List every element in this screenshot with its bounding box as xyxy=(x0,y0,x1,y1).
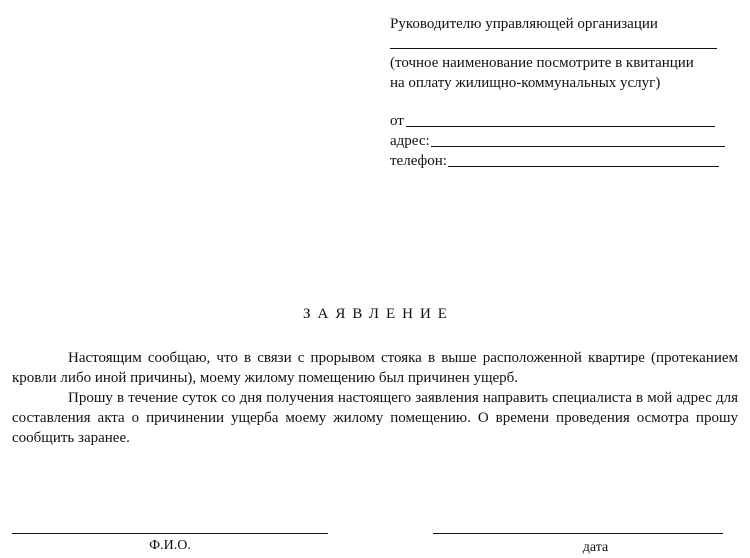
date-signature-line xyxy=(433,533,723,534)
addressee-block xyxy=(390,14,735,171)
from-field xyxy=(390,111,735,131)
address-field xyxy=(390,131,735,151)
phone-field xyxy=(390,151,735,171)
body-paragraph-1: Настоящим сообщаю, что в связи с прорывом стояка в выше расположенной квартире (протеканием кровли либо иной причины), моему жилому помещению был причинен ущерб. xyxy=(12,350,738,386)
address-blank xyxy=(431,132,725,147)
date-caption: дата xyxy=(582,540,609,555)
recipient-line: Руководителю управляющей организации xyxy=(390,16,658,32)
phone-blank xyxy=(448,152,719,167)
body-paragraph-2: Прошу в течение суток со дня получения настоящего заявления направить специалиста в мой адрес для составления акта о причинении ущерба моему жилому помещению. О времени проведения осмотра прошу сообщить заранее. xyxy=(12,390,738,446)
phone-label: телефон: xyxy=(390,153,447,169)
address-label: адрес: xyxy=(390,133,430,149)
recipient-note: (точное наименование посмотрите в квитанции на оплату жилищно-коммунальных услуг) xyxy=(390,55,694,91)
name-signature-line xyxy=(12,533,328,534)
sender-fields xyxy=(390,111,735,171)
name-caption: Ф.И.О. xyxy=(149,538,191,553)
from-label: от xyxy=(390,113,404,129)
recipient-name-blank xyxy=(390,48,717,49)
document-body xyxy=(12,348,738,448)
document-title: ЗАЯВЛЕНИЕ xyxy=(303,306,454,322)
from-blank xyxy=(406,112,715,127)
